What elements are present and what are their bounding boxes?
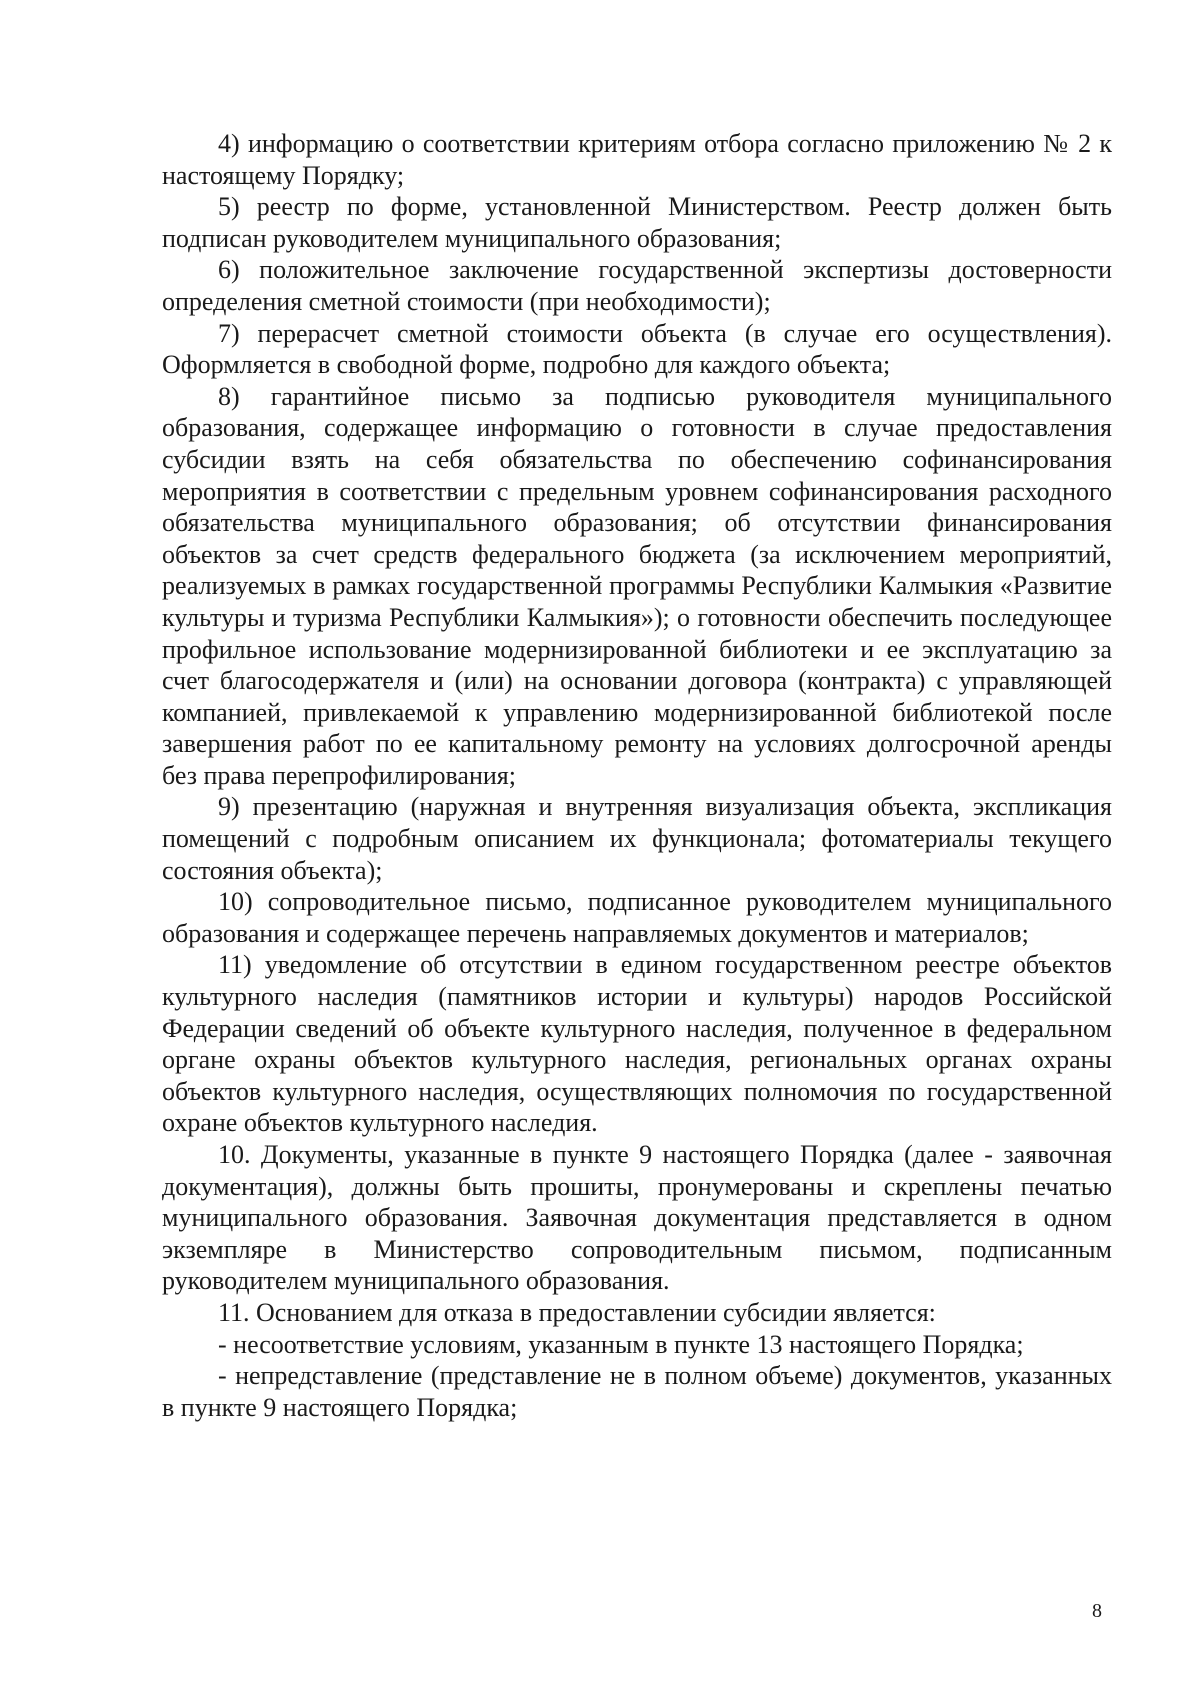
paragraph-item-4: 4) информацию о соответствии критериям отбора согласно приложению № 2 к настоящему Порядку; [162,129,1112,190]
paragraph-item-9: 9) презентацию (наружная и внутренняя визуализация объекта, экспликация помещений с подробным описанием их функционала; фотоматериалы текущего состояния объекта); [162,792,1112,885]
paragraph-item-8: 8) гарантийное письмо за подписью руководителя муниципального образования, содержащее информацию о готовности в случае предоставления субсидии взять на себя обязательства по обеспечению софинансирования мероприятия в соответствии с предельным уровнем софинансирования расходного обязательства муниципального образования; об отсутствии финансирования объектов за счет средств федерального бюджета (за исключением мероприятий, реализуемых в рамках государственной программы Республики Калмыкия «Развитие культуры и туризма Республики Калмыкия»); о готовности обеспечить последующее профильное использование модернизированной библиотеки и ее эксплуатацию за счет благосодержателя и (или) на основании договора (контракта) с управляющей компанией, привлекаемой к управлению модернизированной библиотекой после завершения работ по ее капитальному ремонту на условиях долгосрочной аренды без права перепрофилирования; [162,381,1112,790]
paragraph-item-10: 10) сопроводительное письмо, подписанное руководителем муниципального образования и содержащее перечень направляемых документов и материалов; [162,887,1112,948]
paragraph-section-10: 10. Документы, указанные в пункте 9 настоящего Порядка (далее - заявочная документация), должны быть прошиты, пронумерованы и скреплены печатью муниципального образования. Заявочная документация представляется в одном экземпляре в Министерство сопроводительным письмом, подписанным руководителем муниципального образования. [162,1140,1112,1296]
page-number: 8 [1092,1600,1102,1622]
paragraph-item-5: 5) реестр по форме, установленной Министерством. Реестр должен быть подписан руководителем муниципального образования; [162,192,1112,253]
paragraph-item-11: 11) уведомление об отсутствии в едином государственном реестре объектов культурного наследия (памятников истории и культуры) народов Российской Федерации сведений об объекте культурного наследия, полученное в федеральном органе охраны объектов культурного наследия, региональных органах охраны объектов культурного наследия, осуществляющих полномочия по государственной охране объектов культурного наследия. [162,950,1112,1138]
paragraph-refusal-reason-2: - непредставление (представление не в полном объеме) документов, указанных в пункте 9 настоящего Порядка; [162,1361,1112,1422]
paragraph-refusal-reason-1: - несоответствие условиям, указанным в пункте 13 настоящего Порядка; [218,1329,1024,1359]
paragraph-section-11: 11. Основанием для отказа в предоставлении субсидии является: [218,1297,936,1327]
document-body [162,128,1112,1423]
paragraph-item-6: 6) положительное заключение государственной экспертизы достоверности определения сметной стоимости (при необходимости); [162,255,1112,316]
paragraph-item-7: 7) перерасчет сметной стоимости объекта (в случае его осуществления). Оформляется в свободной форме, подробно для каждого объекта; [162,318,1112,380]
